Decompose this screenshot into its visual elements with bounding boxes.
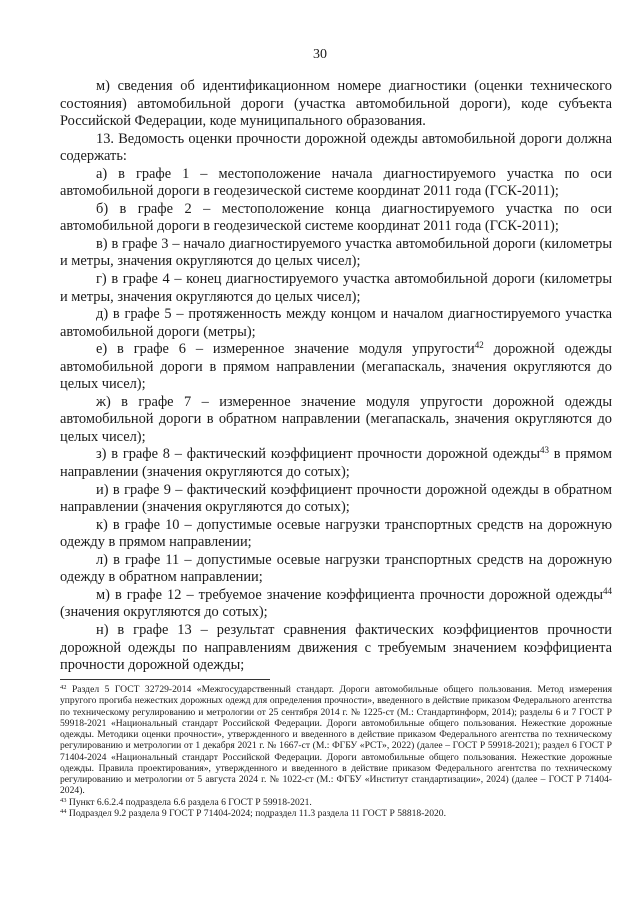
footnote-ref: 43 [540,445,549,456]
paragraph-e-column-6 [60,341,612,394]
footnote-43 [60,797,612,808]
paragraph-text: (значения округляются до сотых); [60,604,268,621]
paragraph-v-column-3: в) в графе 3 – начало диагностируемого участка автомобильной дороги (километры и метры, значения округляются до целых чисел); [60,235,612,270]
footnote-separator [60,679,270,680]
paragraph-z-column-8 [60,446,612,481]
document-body [60,78,612,675]
paragraph-b-column-2: б) в графе 2 – местоположение конца диагностируемого участка по оси автомобильной дороги в геодезической системе координат 2011 года (ГСК-2011); [60,200,612,235]
paragraph-l-column-11: л) в графе 11 – допустимые осевые нагрузки транспортных средств на дорожную одежду в обратном направлении; [60,551,612,586]
paragraph-text: м) в графе 12 – требуемое значение коэффициента прочности дорожной одежды [96,586,603,603]
footnote-number: 42 [60,684,67,691]
paragraph-k-column-10: к) в графе 10 – допустимые осевые нагрузки транспортных средств на дорожную одежду в прямом направлении; [60,516,612,551]
footnote-44 [60,808,612,819]
footnotes [60,684,612,819]
page-number: 30 [313,47,327,62]
paragraph-text: дорожной одежды автомобильной дороги в прямом направлении (мегапаскаль, значения округляются до целых чисел); [60,341,612,393]
paragraph-a-column-1: а) в графе 1 – местоположение начала диагностируемого участка по оси автомобильной дороги в геодезической системе координат 2011 года (ГСК-2011); [60,165,612,200]
paragraph-m-identification: м) сведения об идентификационном номере диагностики (оценки технического состояния) автомобильной дороги (участка автомобильной дороги), коде субъекта Российской Федерации, коде муниципального образования. [60,78,612,130]
footnote-text: Пункт 6.6.2.4 подраздела 6.6 раздела 6 ГОСТ Р 59918-2021. [66,796,312,808]
paragraph-text: з) в графе 8 – фактический коэффициент прочности дорожной одежды [96,446,540,463]
paragraph-13-intro: 13. Ведомость оценки прочности дорожной одежды автомобильной дороги должна содержать: [60,130,612,165]
footnote-text: Подраздел 9.2 раздела 9 ГОСТ Р 71404-2024; подраздел 11.3 раздела 11 ГОСТ Р 58818-2020. [66,807,447,819]
paragraph-m-column-12 [60,587,612,622]
footnote-number: 43 [60,796,67,804]
paragraph-n-column-13: н) в графе 13 – результат сравнения фактических коэффициентов прочности дорожной одежды по направлениям движения с требуемым значением коэффициента прочности дорожной одежды; [60,621,612,674]
paragraph-d-column-5: д) в графе 5 – протяженность между концом и началом диагностируемого участка автомобильной дороги (метры); [60,306,612,340]
footnote-42 [60,684,612,797]
paragraph-zh-column-7: ж) в графе 7 – измеренное значение модуля упругости дорожной одежды автомобильной дороги в обратном направлении (мегапаскаль, значения округляются до целых чисел); [60,393,612,445]
paragraph-i-column-9: и) в графе 9 – фактический коэффициент прочности дорожной одежды в обратном направлении (значения округляются до сотых); [60,481,612,516]
footnote-ref: 42 [474,340,484,351]
paragraph-text: е) в графе 6 – измеренное значение модуля упругости [96,341,475,358]
footnote-number: 44 [60,807,67,815]
footnote-text: Раздел 5 ГОСТ 32729-2014 «Межгосударственный стандарт. Дороги автомобильные общего пользования. Метод измерения упругого прогиба нежестких дорожных одежд для определения прочности», введенного в действие приказом Федерального агентства по техническому регулированию и метрологии от 25 сентября 2014 г. № 1225-ст (М.: Стандартинформ, 2014); разделы 6 и 7 ГОСТ Р 59918-2021 «Национальный стандарт Российской Федерации. Дороги автомобильные общего пользования. Нежесткие дорожные одежды. Методики оценки прочности», утвержденного и введенного в действие приказом Федерального агентства по техническому регулированию и метрологии от 1 декабря 2021 г. № 1667-ст (М.: ФГБУ «РСТ», 2022) (далее – ГОСТ Р 59918-2021); раздел 6 ГОСТ Р 71404-2024 «Национальный стандарт Российской Федерации. Дороги автомобильные общего пользования. Нежесткие дорожные одежды. Правила проектирования», утвержденного и введенного в действие приказом Федерального агентства по техническому регулированию и метрологии от 5 августа 2024 г. № 1022-ст (М.: ФГБУ «Институт стандартизации», 2024) (далее – ГОСТ Р 71404-2024). [60,684,612,797]
paragraph-text: в прямом направлении (значения округляются до сотых); [60,446,612,481]
paragraph-g-column-4: г) в графе 4 – конец диагностируемого участка автомобильной дороги (километры и метры, значения округляются до целых чисел); [60,271,612,305]
footnote-ref: 44 [603,585,612,596]
